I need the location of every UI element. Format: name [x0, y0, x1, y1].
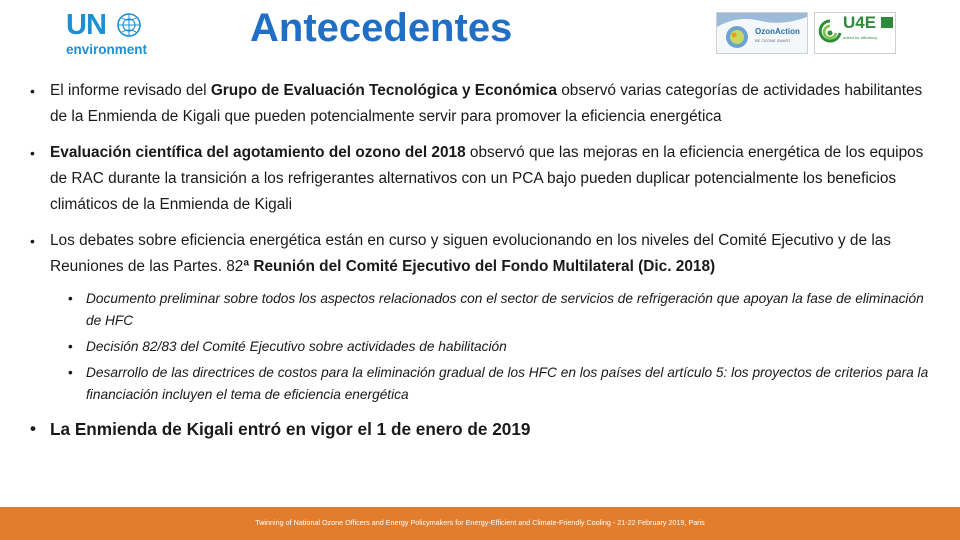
sub-bullet-2-text: Decisión 82/83 del Comité Ejecutivo sobre actividades de habilitación [86, 339, 507, 354]
sub-bullet-3 [30, 362, 940, 406]
bullet-3-part-2: ª Reunión del Comité Ejecutivo del Fondo Multilateral (Dic. 2018) [243, 258, 716, 275]
un-logo-subword: environment [66, 42, 148, 57]
page-title: Antecedentes [250, 6, 513, 50]
u4e-swirl-icon [818, 19, 842, 47]
sub-bullet-3-text: Desarrollo de las directrices de costos para la eliminación gradual de los HFC en los países del artículo 5: los proyectos de criterios para la financiación incluyen el tema de eficiencia energética [86, 365, 929, 402]
slide-content [30, 78, 940, 452]
bullet-1 [30, 78, 940, 130]
bullet-1-part-1: El informe revisado del [50, 82, 211, 99]
bullet-dot: • [68, 339, 73, 354]
sub-bullet-list [30, 288, 940, 406]
bullet-dot: • [30, 145, 35, 161]
bullet-dot: • [30, 83, 35, 99]
bullet-1-part-2: Grupo de Evaluación Tecnológica y Económica [210, 82, 557, 99]
ozonaction-name: OzonAction [755, 27, 800, 36]
un-logo-word: UN [66, 9, 106, 41]
sub-bullet-1-text: Documento preliminar sobre todos los aspectos relacionados con el sector de servicios de refrigeración que apoyan la fase de eliminación de HFC [86, 291, 924, 328]
footer-text: Twinning of National Ozone Officers and Energy Policymakers for Energy-Efficient and Climate-Friendly Cooling - 21-22 February 2019, Paris [255, 518, 705, 527]
bullet-2-part-2: observó que las mejoras en la eficiencia energética de los equipos de RAC durante la transición a los refrigerantes alternativos con un PCA bajo pueden duplicar potencialmente los beneficios climáticos de la Enmienda de Kigali [50, 144, 924, 213]
u4e-badge [881, 17, 893, 28]
bullet-final [30, 416, 940, 442]
u4e-tagline: united for efficiency [843, 35, 878, 40]
bullet-3-part-1: Los debates sobre eficiencia energética están en curso y siguen evolucionando en los niveles del Comité Ejecutivo y de las Reuniones de las Partes. 82 [50, 232, 892, 275]
bullet-dot: • [30, 233, 35, 249]
ozonaction-logo [716, 12, 808, 54]
bullet-2 [30, 140, 940, 218]
sub-bullet-1 [30, 288, 940, 332]
bullet-3 [30, 228, 940, 280]
u4e-logo [814, 12, 896, 54]
footer-bar [0, 507, 960, 540]
bullet-2-part-1: Evaluación científica del agotamiento del ozono del 2018 [50, 144, 466, 161]
bullet-1-part-3: observó varias categorías de actividades habilitantes de la Enmienda de Kigali que pueden potencialmente servir para promover la eficiencia energética [50, 82, 923, 125]
un-environment-logo [64, 10, 154, 58]
bullet-dot: • [68, 365, 73, 380]
bullet-dot: • [68, 291, 73, 306]
bullet-dot: • [30, 419, 36, 438]
un-emblem-icon [116, 12, 142, 38]
u4e-name: U4E [843, 13, 877, 32]
sub-bullet-2 [30, 336, 940, 358]
bullet-final-text: La Enmienda de Kigali entró en vigor el 1 de enero de 2019 [50, 419, 531, 439]
ozonaction-tagline: BE OZONE SMART [755, 38, 791, 43]
